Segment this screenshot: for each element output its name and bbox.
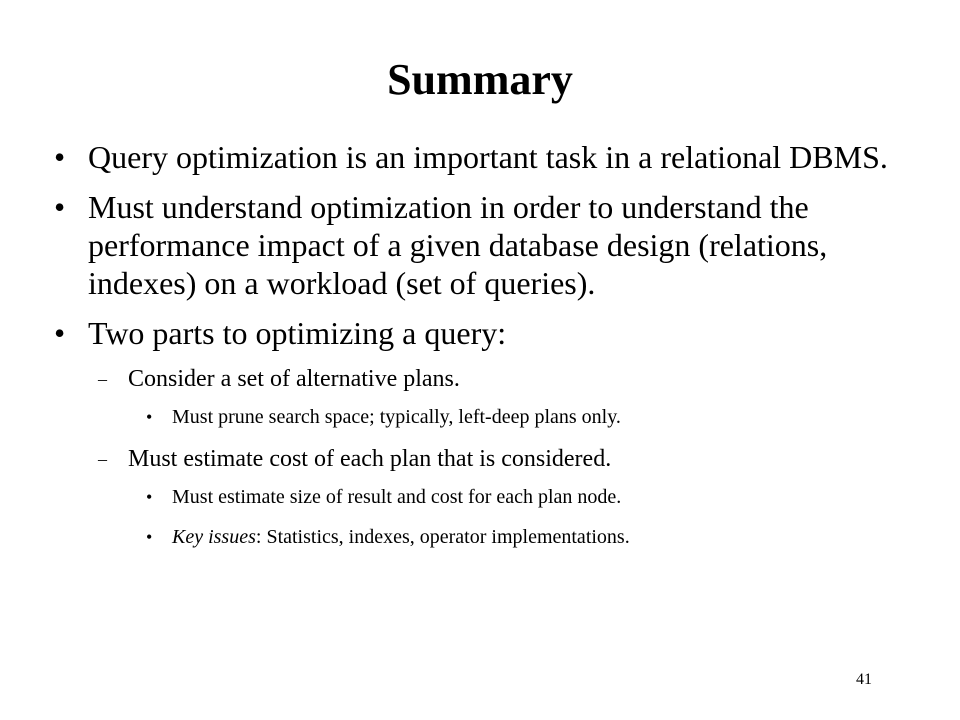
sub-bullet-item xyxy=(54,364,894,394)
bullet-item xyxy=(54,138,894,176)
sub-sub-bullet-item xyxy=(54,404,894,430)
sub-sub-bullet-text: : Statistics, indexes, operator implementations. xyxy=(255,526,630,548)
bullet-dot-icon: • xyxy=(54,189,66,225)
small-bullet-icon: • xyxy=(146,407,153,427)
bullet-item xyxy=(54,314,894,352)
sub-sub-bullet-item xyxy=(54,524,894,550)
key-issues-label: Key issues xyxy=(172,526,256,548)
slide-content xyxy=(54,138,894,564)
bullet-text: Must understand optimization in order to understand the performance impact of a given database design (relations, indexes) on a workload (set of queries). xyxy=(88,189,828,301)
bullet-item xyxy=(54,188,894,302)
dash-icon: – xyxy=(98,369,107,389)
bullet-dot-icon: • xyxy=(54,315,66,351)
sub-bullet-text: Must estimate cost of each plan that is considered. xyxy=(128,446,612,472)
sub-bullet-text: Consider a set of alternative plans. xyxy=(128,366,460,392)
bullet-dot-icon: • xyxy=(54,139,66,175)
sub-sub-bullet-text: Must prune search space; typically, left-deep plans only. xyxy=(172,406,621,428)
bullet-text: Two parts to optimizing a query: xyxy=(88,315,507,351)
small-bullet-icon: • xyxy=(146,487,153,507)
small-bullet-icon: • xyxy=(146,527,153,547)
page-number: 41 xyxy=(856,671,872,688)
dash-icon: – xyxy=(98,449,107,469)
sub-sub-bullet-text: Must estimate size of result and cost for each plan node. xyxy=(172,486,622,508)
sub-sub-bullet-item xyxy=(54,484,894,510)
sub-bullet-item xyxy=(54,444,894,474)
bullet-text: Query optimization is an important task in a relational DBMS. xyxy=(88,139,888,175)
slide-title: Summary xyxy=(387,55,573,104)
